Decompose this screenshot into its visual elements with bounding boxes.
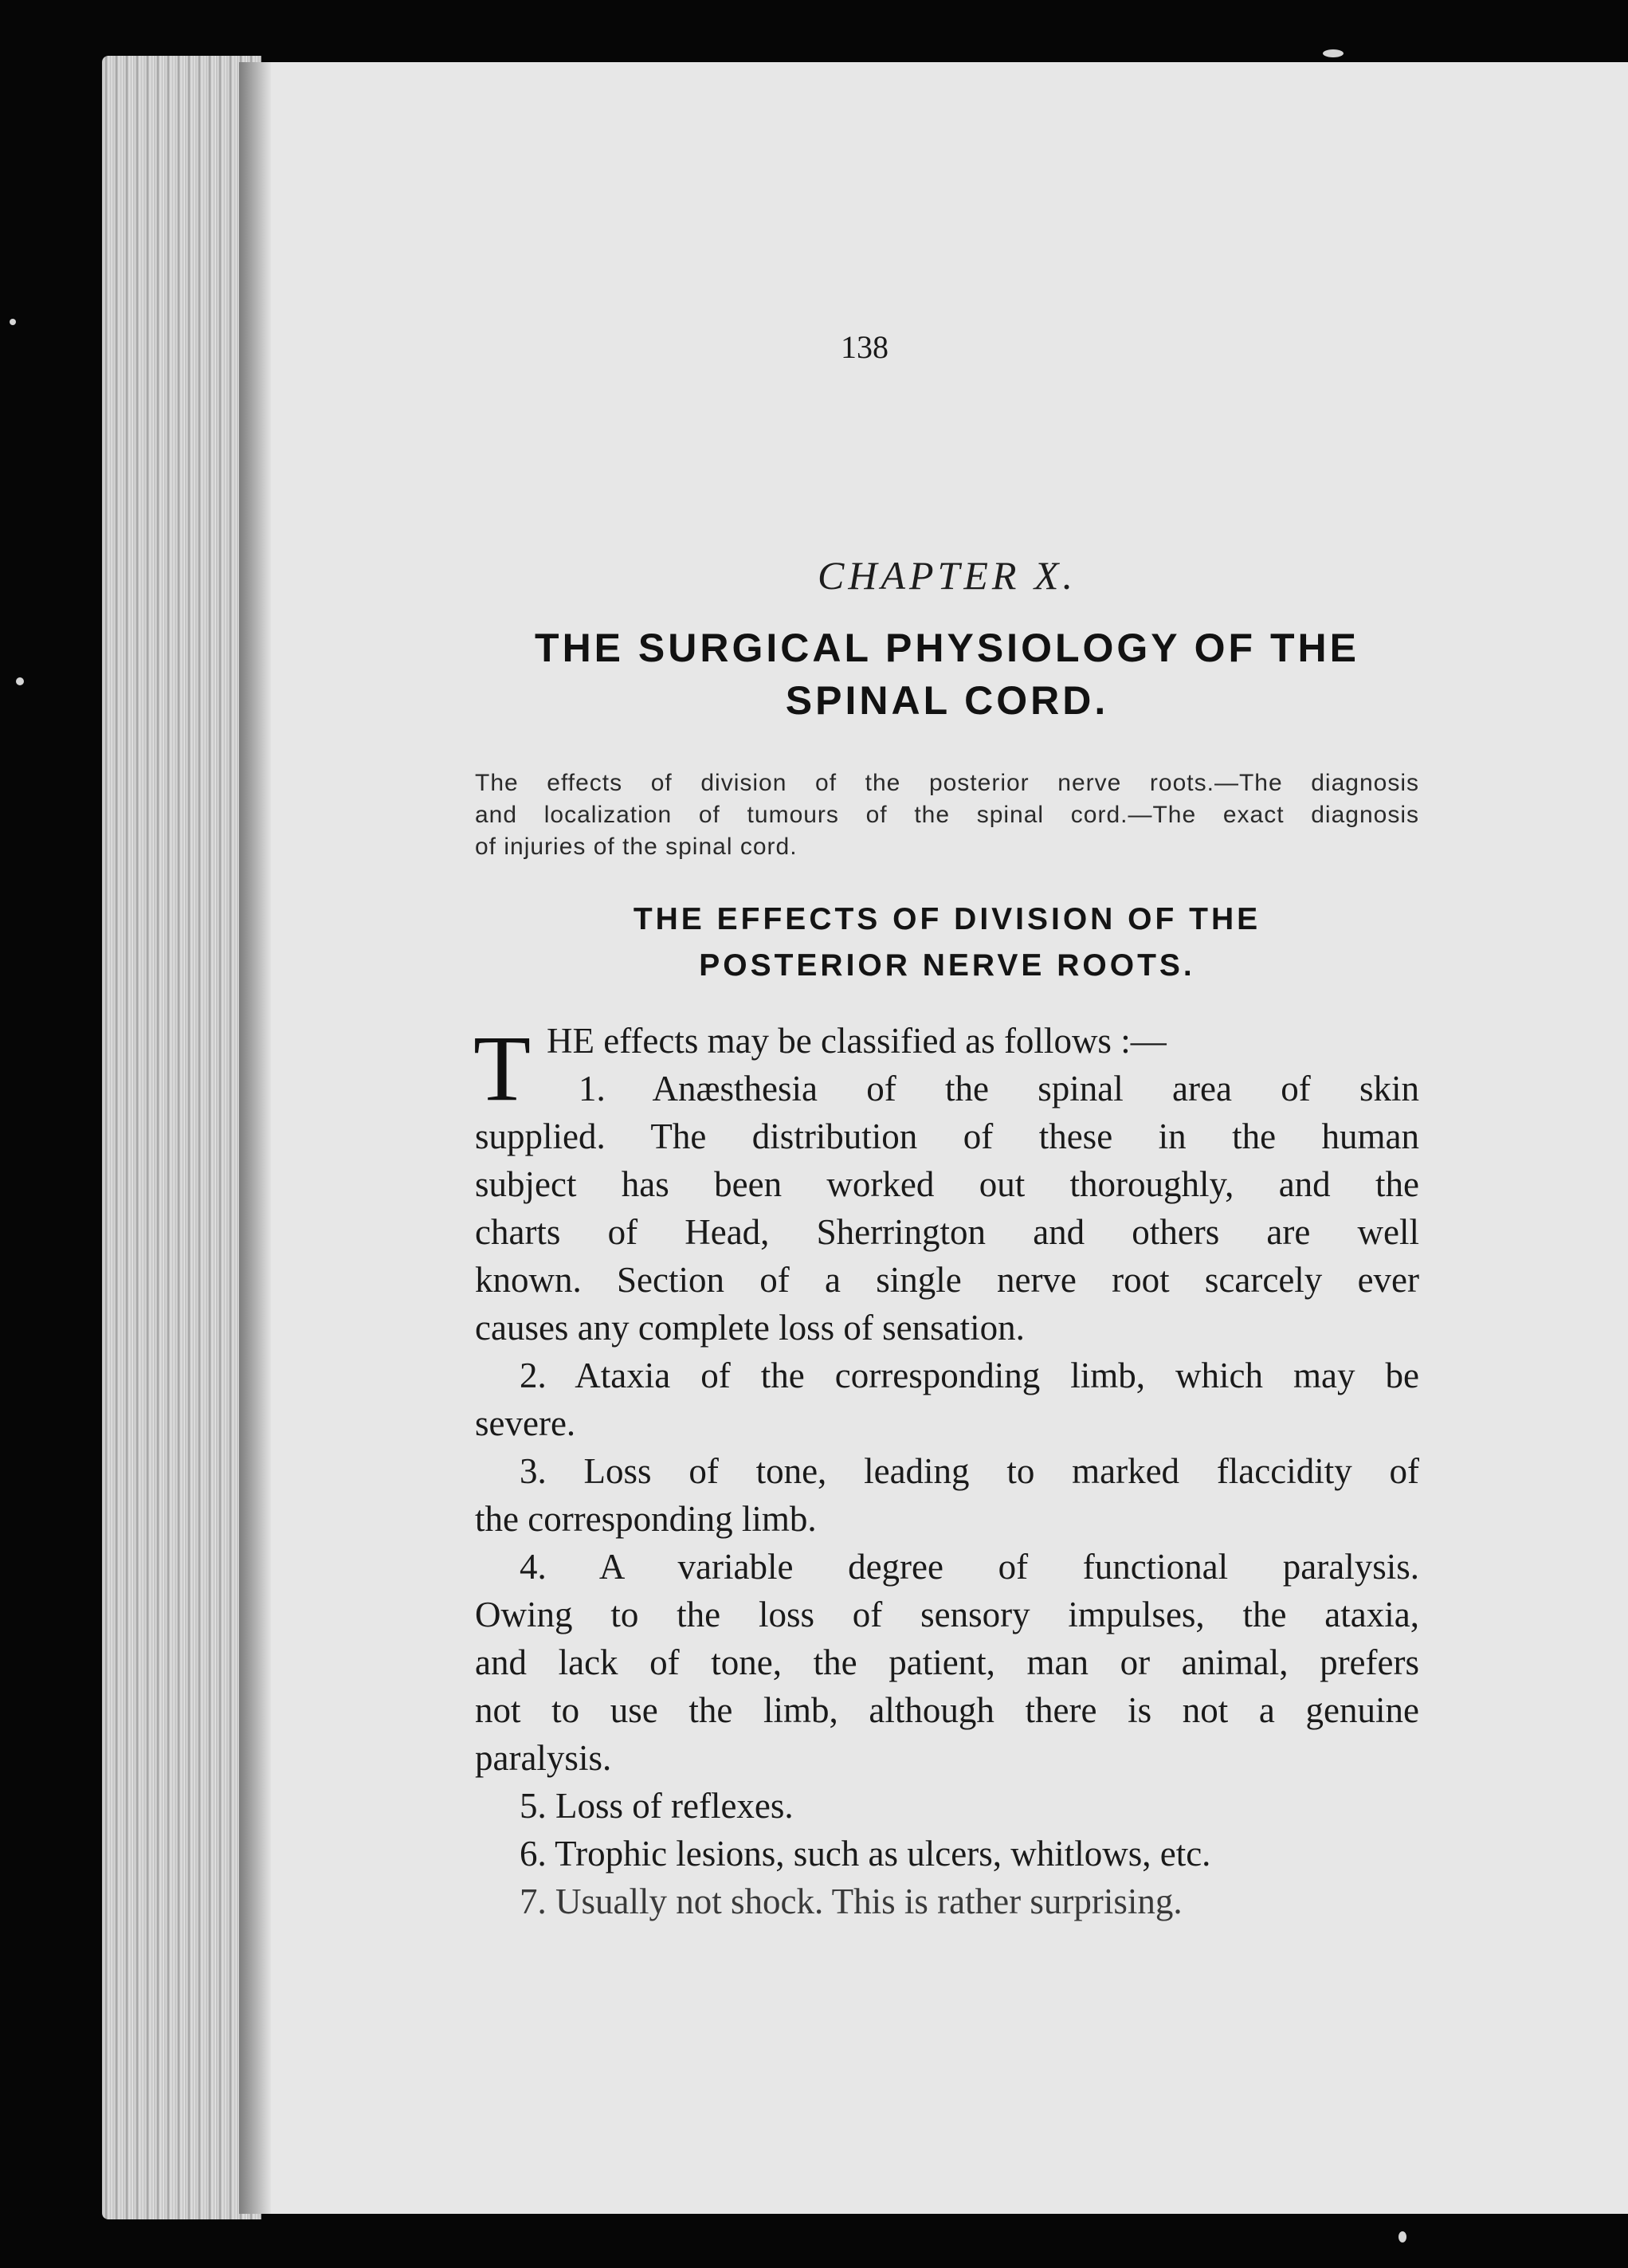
chapter-synopsis <box>475 767 1419 863</box>
synopsis-line: and localization of tumours of the spinal cord.—The exact diagnosis <box>475 802 1419 828</box>
body-line: not to use the limb, although there is not a genuine <box>475 1690 1419 1730</box>
body-line: 6. Trophic lesions, such as ulcers, whitlows, etc. <box>520 1834 1211 1874</box>
scan-speck <box>1323 49 1344 57</box>
body-line: 5. Loss of reflexes. <box>520 1786 794 1826</box>
gutter-shadow <box>239 62 271 2214</box>
body-text <box>475 1017 1419 1925</box>
body-line: paralysis. <box>475 1738 612 1778</box>
body-line: 7. Usually not shock. This is rather surprising. <box>520 1881 1183 1921</box>
body-line: supplied. The distribution of these in the human <box>475 1116 1419 1156</box>
body-line: and lack of tone, the patient, man or animal, prefers <box>475 1642 1419 1682</box>
synopsis-line: The effects of division of the posterior nerve roots.—The diagnosis <box>475 770 1419 796</box>
body-line: 3. Loss of tone, leading to marked flaccidity of <box>520 1451 1419 1491</box>
scan-speck <box>1399 2231 1406 2242</box>
book-page-edges <box>102 56 261 2219</box>
body-line: 4. A variable degree of functional paralysis. <box>520 1547 1419 1587</box>
body-line: 1. Anæsthesia of the spinal area of skin <box>579 1069 1419 1108</box>
body-line: known. Section of a single nerve root scarcely ever <box>475 1260 1419 1300</box>
chapter-title-line: SPINAL CORD. <box>785 678 1109 723</box>
synopsis-line: of injuries of the spinal cord. <box>475 834 798 860</box>
body-line: HE effects may be classified as follows :— <box>547 1021 1167 1061</box>
section-heading-line: POSTERIOR NERVE ROOTS. <box>699 948 1195 983</box>
scan-speck <box>16 677 24 685</box>
chapter-label: CHAPTER X. <box>818 553 1077 598</box>
page-number: 138 <box>841 329 889 365</box>
section-heading-line: THE EFFECTS OF DIVISION OF THE <box>633 902 1261 936</box>
body-line: 2. Ataxia of the corresponding limb, which may be <box>520 1356 1419 1395</box>
body-line: charts of Head, Sherrington and others are well <box>475 1212 1419 1252</box>
section-heading <box>475 897 1419 989</box>
chapter-title <box>475 622 1419 727</box>
body-line: Owing to the loss of sensory impulses, the ataxia, <box>475 1595 1419 1634</box>
scan-speck <box>10 319 16 325</box>
body-line: the corresponding limb. <box>475 1499 817 1539</box>
body-line: subject has been worked out thoroughly, and the <box>475 1164 1419 1204</box>
body-line: causes any complete loss of sensation. <box>475 1308 1025 1348</box>
body-line: severe. <box>475 1403 576 1443</box>
drop-cap: T <box>473 1016 532 1120</box>
chapter-title-line: THE SURGICAL PHYSIOLOGY OF THE <box>535 626 1359 670</box>
